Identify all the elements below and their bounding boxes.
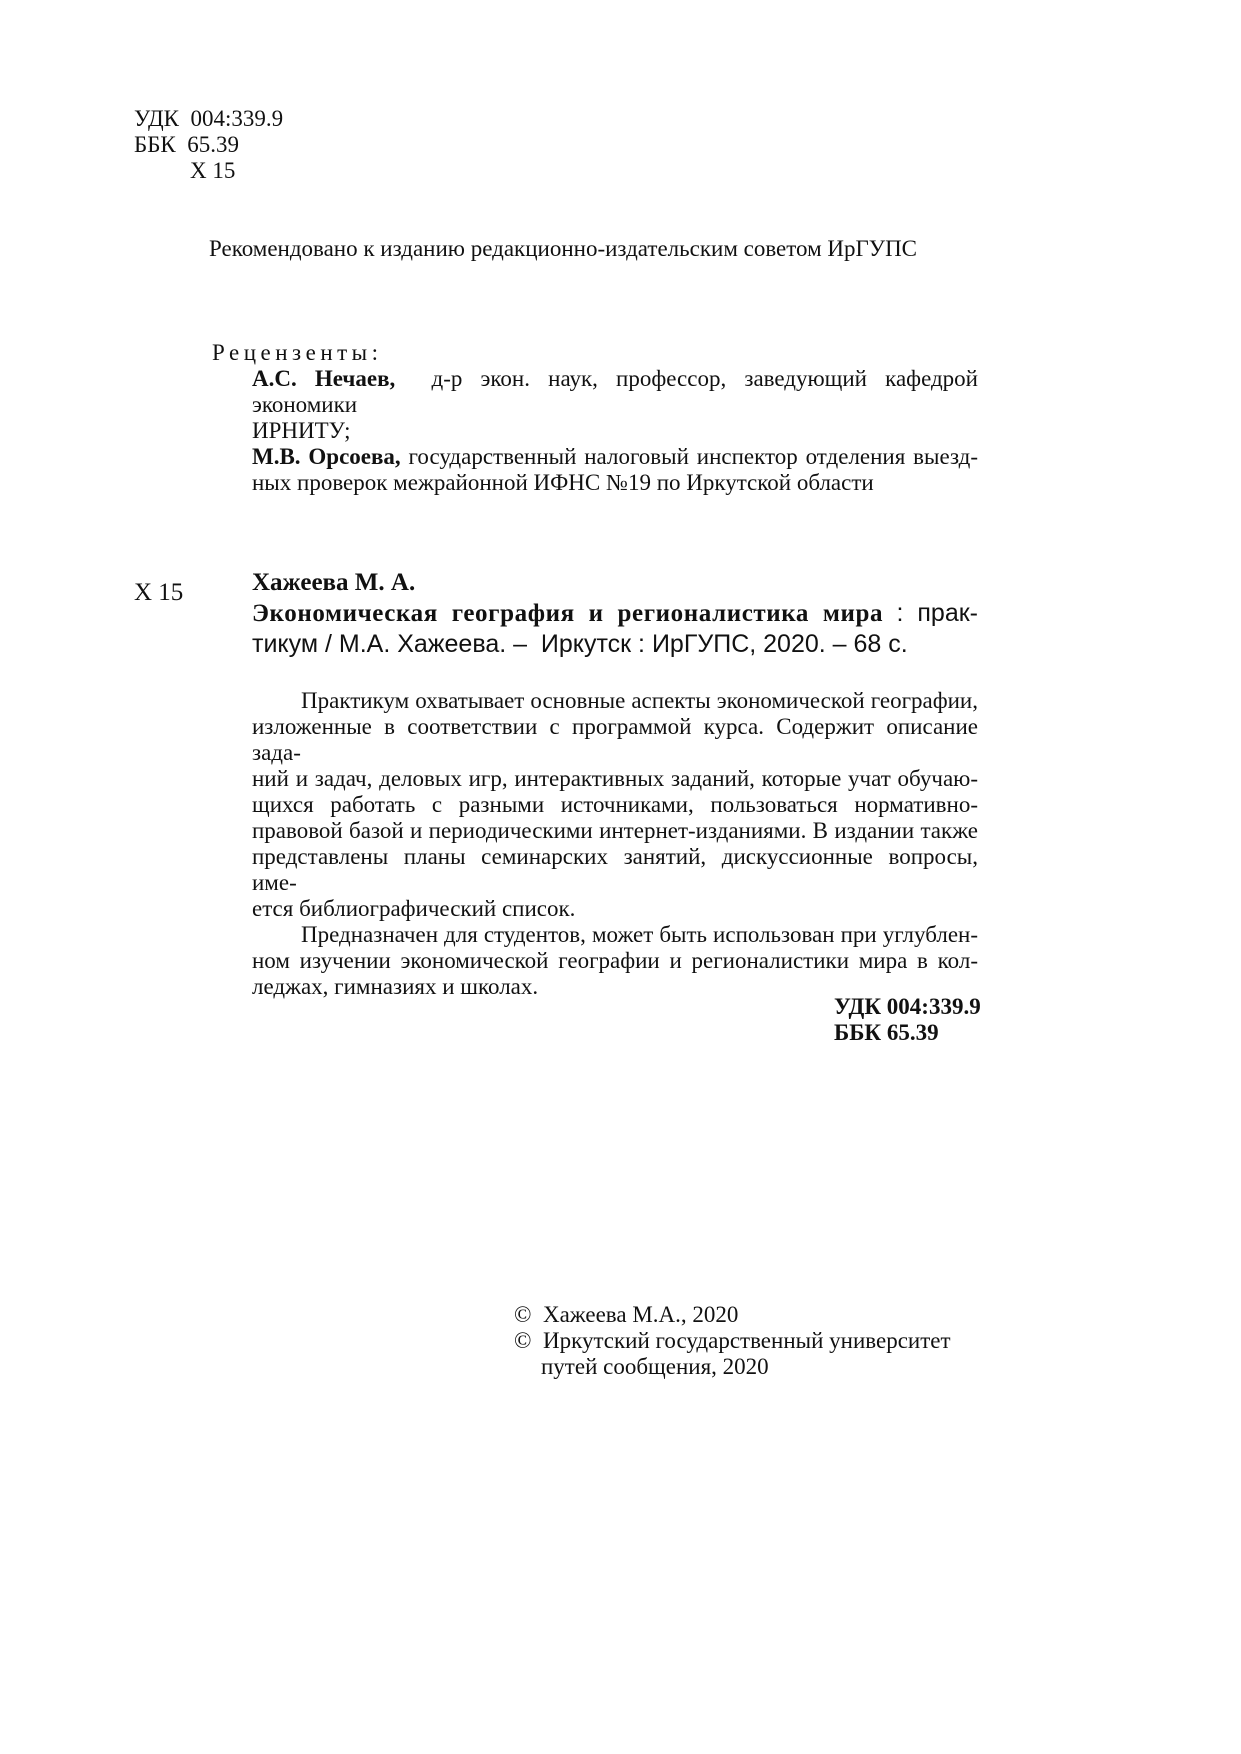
copyright-symbol: © <box>514 1302 532 1327</box>
biblio-line: тикум / М.А. Хажеева. – Иркутск : ИрГУПС, 2020. – 68 с. <box>252 630 908 658</box>
copyright-block <box>514 1302 951 1380</box>
abstract-line: ний и задач, деловых игр, интерактивных заданий, которые учат обучаю- <box>252 766 978 791</box>
copyright-university: Иркутский государственный университет <box>542 1328 951 1353</box>
copyright-line-3: путей сообщения, 2020 <box>541 1354 769 1379</box>
abstract-line: Практикум охватывает основные аспекты экономической географии, <box>301 688 978 713</box>
author-name: Хажеева М. А. <box>252 569 416 596</box>
abstract-line: правовой базой и периодическими интернет-изданиями. В издании также <box>252 818 978 843</box>
copyright-line-1 <box>514 1302 951 1328</box>
catalog-entry <box>252 568 978 659</box>
reviewer-1-desc: д-р экон. наук, профессор, заведующий кафедрой экономики <box>252 366 978 417</box>
abstract-line: представлены планы семинарских занятий, дискуссионные вопросы, име- <box>252 844 978 895</box>
recommendation: Рекомендовано к изданию редакционно-издательским советом ИрГУПС <box>209 236 918 261</box>
reviewers-heading: Рецензенты: <box>212 340 383 365</box>
reviewer-1-name: А.С. Нечаев, <box>252 366 396 391</box>
header-codes <box>134 106 283 184</box>
reviewer-2-line2: ных проверок межрайонной ИФНС №19 по Иркутской области <box>252 470 874 495</box>
bbk-code: ББК 65.39 <box>134 132 240 157</box>
copyright-line-2 <box>514 1328 951 1354</box>
abstract-line: ном изучении экономической географии и регионалистики мира в кол- <box>252 948 978 973</box>
abstract-line: ется библиографический список. <box>252 896 576 921</box>
footer-codes <box>834 994 981 1046</box>
reviewer-2-desc: государственный налоговый инспектор отделения выезд- <box>408 444 979 469</box>
catalog-mark: Х 15 <box>134 579 184 606</box>
abstract-line: леджах, гимназиях и школах. <box>252 974 539 999</box>
catalog-title-line <box>252 598 978 629</box>
book-title: Экономическая география и регионалистика мира <box>252 600 884 627</box>
reviewer-2-name: М.В. Орсоева, <box>252 444 401 469</box>
abstract-paragraph-1 <box>252 688 978 922</box>
udk-code: УДК 004:339.9 <box>134 106 284 131</box>
author-mark: Х 15 <box>190 158 236 183</box>
reviewer-1-line1 <box>252 366 978 418</box>
reviewer-2-line1 <box>252 444 978 470</box>
abstract-line: Предназначен для студентов, может быть использован при углублен- <box>301 922 978 947</box>
abstract <box>252 688 978 1000</box>
copyright-symbol: © <box>514 1328 532 1353</box>
book-type: : прак- <box>896 599 979 627</box>
abstract-line: щихся работать с разными источниками, пользоваться нормативно- <box>252 792 978 817</box>
reviewers-block <box>212 340 978 496</box>
abstract-paragraph-2 <box>252 922 978 1000</box>
footer-udk: УДК 004:339.9 <box>834 994 981 1019</box>
reviewer-1-line2: ИРНИТУ; <box>252 418 351 443</box>
footer-bbk: ББК 65.39 <box>834 1020 939 1045</box>
abstract-line: изложенные в соответствии с программой курса. Содержит описание зада- <box>252 714 978 765</box>
copyright-author: Хажеева М.А., 2020 <box>542 1302 739 1327</box>
